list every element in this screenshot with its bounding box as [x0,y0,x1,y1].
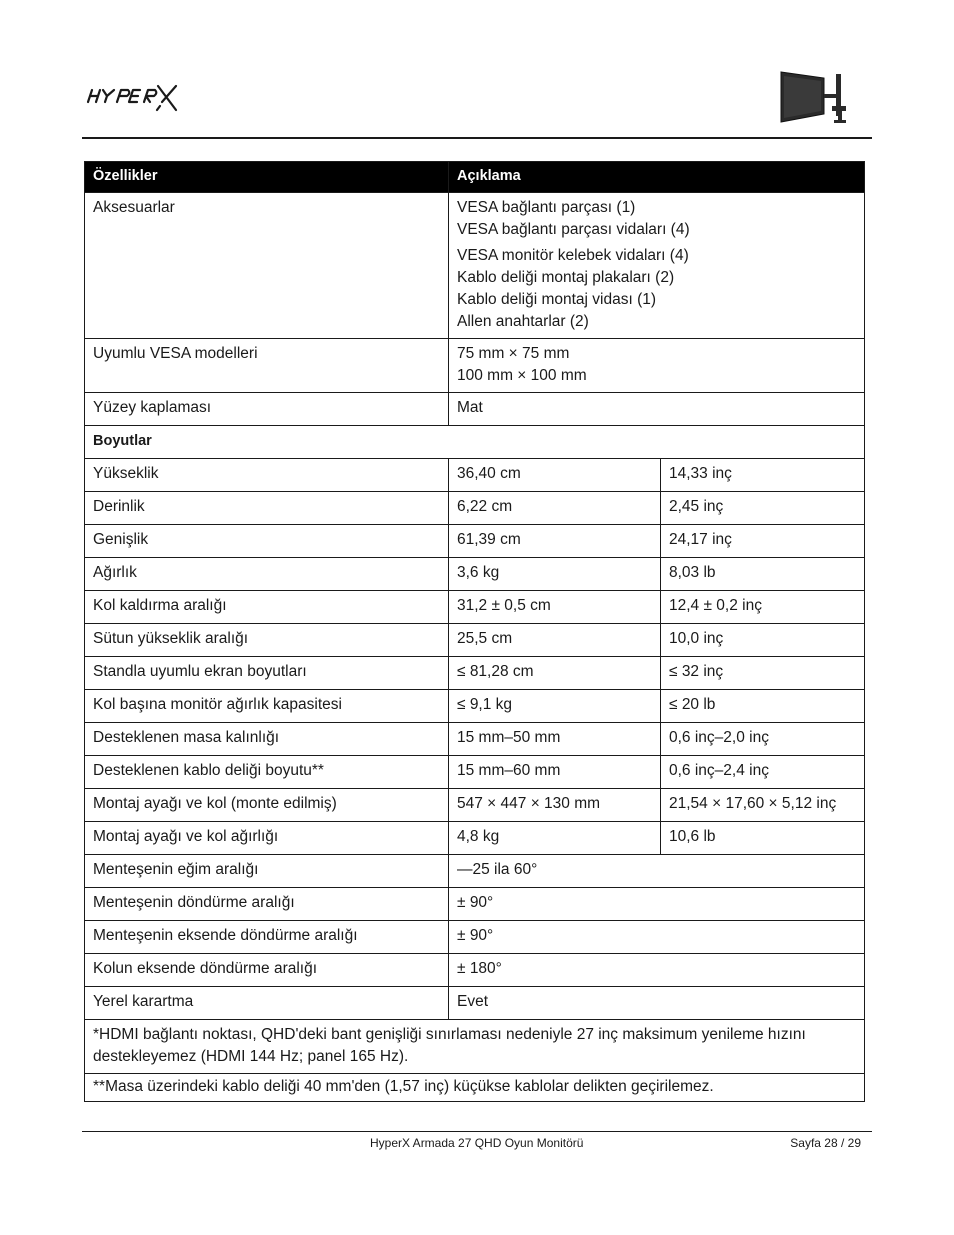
row-label: Uyumlu VESA modelleri [85,339,449,393]
row-label: Montaj ayağı ve kol (monte edilmiş) [85,789,449,822]
row-label: Desteklenen masa kalınlığı [85,723,449,756]
accessories-list [449,193,865,339]
row-label: Aksesuarlar [85,193,449,339]
row-value-metric: 15 mm–50 mm [449,723,661,756]
row-value-imperial: 12,4 ± 0,2 inç [661,591,865,624]
row-label: Kol kaldırma aralığı [85,591,449,624]
list-item: VESA bağlantı parçası vidaları (4) [457,221,690,238]
list-item: Allen anahtarlar (2) [457,313,589,330]
vesa-list [449,339,865,393]
footnote-row [85,1074,865,1102]
section-title-dimensions: Boyutlar [85,426,865,459]
row-value: ± 90° [449,921,865,954]
column-header-description: Açıklama [449,162,865,193]
row-value-metric: 61,39 cm [449,525,661,558]
row-value-metric: 4,8 kg [449,822,661,855]
row-label: Yükseklik [85,459,449,492]
list-item: 75 mm × 75 mm [457,345,570,362]
table-row [85,525,865,558]
table-row [85,339,865,393]
row-value: Mat [449,393,865,426]
list-item: 100 mm × 100 mm [457,367,587,384]
row-value-imperial: 8,03 lb [661,558,865,591]
footer-page-number: Sayfa 28 / 29 [790,1136,861,1150]
list-item: VESA monitör kelebek vidaları (4) [457,247,689,264]
table-row [85,822,865,855]
row-label: Genişlik [85,525,449,558]
row-label: Kol başına monitör ağırlık kapasitesi [85,690,449,723]
row-label: Desteklenen kablo deliği boyutu** [85,756,449,789]
footnote-cable-hole: **Masa üzerindeki kablo deliği 40 mm'den (1,57 inç) küçükse kablolar delikten geçirilemez. [85,1074,865,1102]
row-value-metric: 31,2 ± 0,5 cm [449,591,661,624]
list-item: VESA bağlantı parçası (1) [457,199,636,216]
table-row [85,987,865,1020]
row-value-imperial: 0,6 inç–2,0 inç [661,723,865,756]
row-label: Menteşenin eğim aralığı [85,855,449,888]
row-value-metric: 3,6 kg [449,558,661,591]
table-row [85,591,865,624]
row-value-imperial: 10,6 lb [661,822,865,855]
table-row [85,723,865,756]
list-item: Kablo deliği montaj plakaları (2) [457,269,675,286]
table-row [85,690,865,723]
row-value-metric: 36,40 cm [449,459,661,492]
table-row [85,789,865,822]
header-divider [82,137,872,139]
table-row [85,492,865,525]
row-label: Menteşenin döndürme aralığı [85,888,449,921]
row-value: ± 90° [449,888,865,921]
row-value-imperial: 0,6 inç–2,4 inç [661,756,865,789]
row-label: Ağırlık [85,558,449,591]
row-label: Montaj ayağı ve kol ağırlığı [85,822,449,855]
table-header-row [85,162,865,193]
row-value-imperial: 21,54 × 17,60 × 5,12 inç [661,789,865,822]
table-row [85,624,865,657]
table-row [85,558,865,591]
table-row [85,921,865,954]
row-label: Kolun eksende döndürme aralığı [85,954,449,987]
row-value: —25 ila 60° [449,855,865,888]
row-label: Derinlik [85,492,449,525]
table-row [85,393,865,426]
row-value-metric: ≤ 81,28 cm [449,657,661,690]
footnote-row [85,1020,865,1074]
monitor-arm-icon [778,70,854,126]
row-value: Evet [449,987,865,1020]
row-value-metric: 6,22 cm [449,492,661,525]
footnote-hdmi: *HDMI bağlantı noktası, QHD'deki bant genişliği sınırlaması nedeniyle 27 inç maksimum yenileme hızını destekleyemez (HDMI 144 Hz; panel 165 Hz). [85,1020,865,1074]
row-value-metric: ≤ 9,1 kg [449,690,661,723]
row-label: Standla uyumlu ekran boyutları [85,657,449,690]
column-header-features: Özellikler [85,162,449,193]
table-row [85,756,865,789]
section-row [85,426,865,459]
footer-divider [82,1131,872,1132]
table-row [85,855,865,888]
row-value-imperial: 10,0 inç [661,624,865,657]
row-value: ± 180° [449,954,865,987]
row-value-imperial: 14,33 inç [661,459,865,492]
row-label: Yüzey kaplaması [85,393,449,426]
row-label: Yerel karartma [85,987,449,1020]
row-value-imperial: ≤ 20 lb [661,690,865,723]
footer-document-title: HyperX Armada 27 QHD Oyun Monitörü [370,1136,584,1150]
row-label: Sütun yükseklik aralığı [85,624,449,657]
row-value-imperial: 24,17 inç [661,525,865,558]
row-value-imperial: 2,45 inç [661,492,865,525]
table-row [85,954,865,987]
row-value-metric: 15 mm–60 mm [449,756,661,789]
list-item: Kablo deliği montaj vidası (1) [457,291,657,308]
row-value-metric: 547 × 447 × 130 mm [449,789,661,822]
hyperx-logo-icon [84,80,184,114]
table-row [85,459,865,492]
table-row [85,888,865,921]
table-row [85,657,865,690]
row-label: Menteşenin eksende döndürme aralığı [85,921,449,954]
row-value-imperial: ≤ 32 inç [661,657,865,690]
table-row [85,193,865,339]
row-value-metric: 25,5 cm [449,624,661,657]
specifications-table [84,161,865,1102]
